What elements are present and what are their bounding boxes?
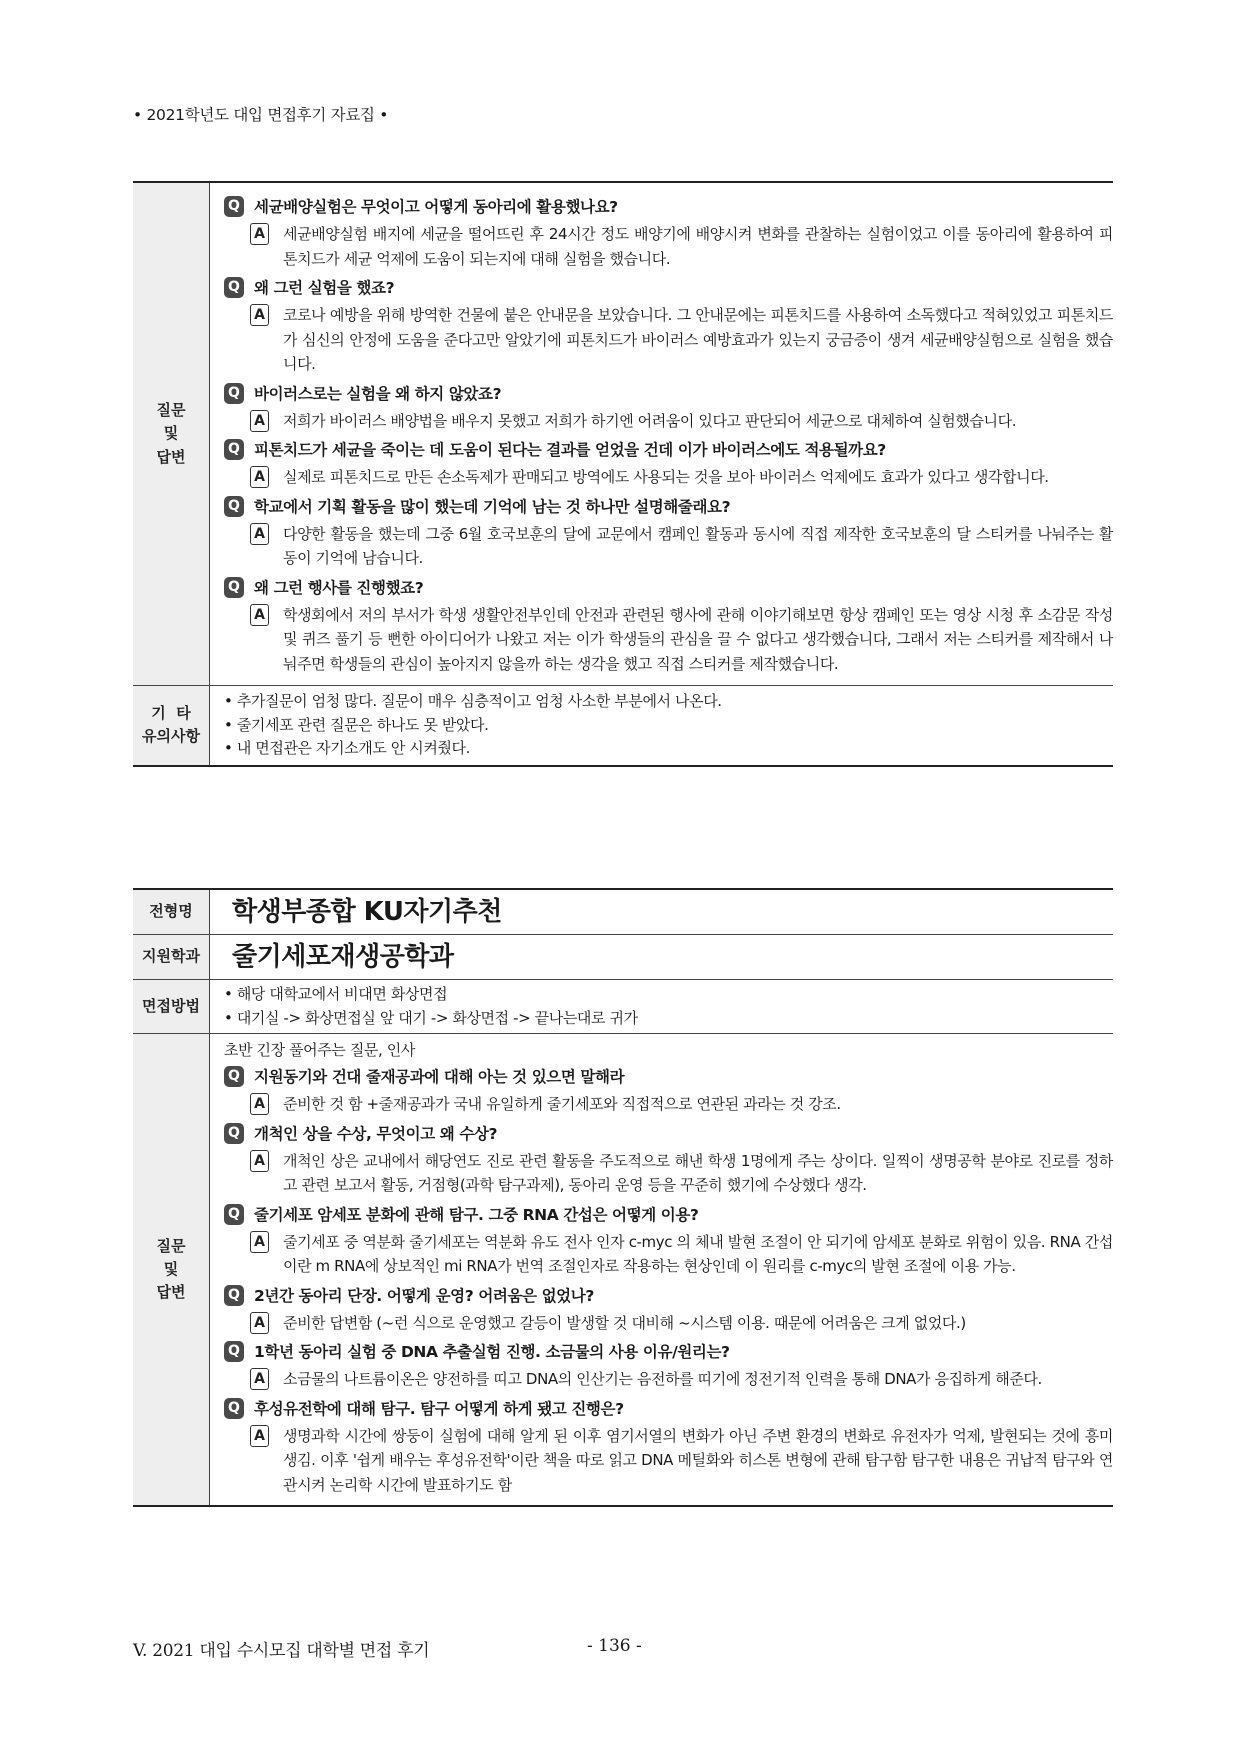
question-item (224, 1123, 1113, 1145)
answer-text: 코로나 예방을 위해 방역한 건물에 붙은 안내문을 보았습니다. 그 안내문에는 피톤치드를 사용하여 소독했다고 적혀있었고 피톤치드가 심신의 안정에 도움을 준다고만 알았기에 피톤치드가 바이러스 예방효과가 있는지 궁금증이 생겨 세균배양실험으로 실험을 했습니다. (283, 306, 1113, 373)
label-line: 및 (163, 1259, 179, 1278)
dept-label: 지원학과 (133, 935, 210, 980)
answer-text: 생명과학 시간에 쌍둥이 실험에 대해 알게 된 이후 염기서열의 변화가 아닌 주변 환경의 변화로 유전자가 억제, 발현되는 것에 흥미 생김. 이후 '쉽게 배우는 후성유전학'이란 책을 따로 읽고 DNA 메틸화와 히스톤 변형에 관해 탐구함 탐구한 내용은 귀납적 탐구와 연관시켜 논리학 시간에 발표하기도 함 (283, 1426, 1113, 1494)
answer-item (250, 409, 1113, 434)
answer-text: 실제로 피톤치드로 만든 손소독제가 판매되고 방역에도 사용되는 것을 보아 바이러스 억제에도 효과가 있다고 생각합니다. (283, 468, 1049, 486)
note-item: • 줄기세포 관련 질문은 하나도 못 받았다. (224, 715, 489, 734)
q-badge: Q (224, 1341, 244, 1362)
question-item (224, 1204, 1113, 1226)
question-text: 후성유전학에 대해 탐구. 탐구 어떻게 하게 됐고 진행은? (254, 1399, 624, 1418)
interview-block-2 (133, 888, 1113, 1507)
answer-item (250, 522, 1113, 571)
label-line: 기 타 (151, 704, 191, 722)
answer-item (250, 1367, 1113, 1392)
intro-text: 초반 긴장 풀어주는 질문, 인사 (224, 1041, 415, 1059)
answer-item (250, 465, 1113, 490)
label-line: 질문 (156, 1236, 186, 1255)
q-badge: Q (224, 277, 244, 298)
question-text: 2년간 동아리 단장. 어떻게 운영? 어려움은 없었나? (254, 1286, 594, 1305)
question-text: 개척인 상을 수상, 무엇이고 왜 수상? (254, 1124, 498, 1143)
note-item: • 추가질문이 엄청 많다. 질문이 매우 심층적이고 엄청 사소한 부분에서 나온다. (224, 692, 722, 710)
answer-item (250, 603, 1113, 677)
answer-item (250, 1149, 1113, 1198)
answer-item (250, 1424, 1113, 1498)
page-number: - 136 - (587, 1636, 642, 1656)
method-list (210, 980, 1114, 1034)
q-badge: Q (224, 1285, 244, 1306)
a-badge: A (250, 1312, 269, 1334)
answer-text: 저희가 바이러스 배양법을 배우지 못했고 저희가 하기엔 어려움이 있다고 판단되어 세균으로 대체하여 실험했습니다. (283, 411, 1017, 430)
answer-text: 준비한 것 함 +줄재공과가 국내 유일하게 줄기세포와 직접적으로 연관된 과라는 것 강조. (283, 1095, 841, 1113)
answer-text: 세균배양실험 배지에 세균을 떨어뜨린 후 24시간 정도 배양기에 배양시켜 변화를 관찰하는 실험이었고 이를 동아리에 활용하여 피톤치드가 세균 억제에 도움이 되는지에 대해 실험을 했습니다. (283, 225, 1113, 268)
answer-text: 소금물의 나트륨이온은 양전하를 띠고 DNA의 인산기는 음전하를 띠기에 정전기적 인력을 통해 DNA가 응집하게 해준다. (283, 1370, 1042, 1388)
question-text: 학교에서 기획 활동을 많이 했는데 기억에 남는 것 하나만 설명해줄래요? (254, 497, 731, 516)
q-badge: Q (224, 1066, 244, 1087)
answer-text: 학생회에서 저의 부서가 학생 생활안전부인데 안전과 관련된 행사에 관해 이야기해보면 항상 캠페인 또는 영상 시청 후 소감문 작성 및 퀴즈 풀기 등 뻔한 아이디어가 나왔고 저는 이가 학생들의 관심을 끌 수 없다고 생각했습니다, 그래서 저는 스티커를 제작해서 나눠주면 학생들의 관심이 높아지지 않을까 하는 생각을 했고 직접 스티커를 제작했습니다. (283, 605, 1113, 673)
a-badge: A (250, 223, 269, 245)
question-text: 1학년 동아리 실험 중 DNA 추출실험 진행. 소금물의 사용 이유/원리는? (254, 1343, 730, 1361)
qa-list-1 (210, 182, 1114, 686)
label-line: 유의사항 (142, 727, 200, 746)
type-label: 전형명 (133, 889, 210, 935)
label-line: 및 (163, 424, 179, 443)
a-badge: A (250, 1231, 269, 1253)
label-line: 질문 (156, 401, 186, 420)
label-line: 답변 (156, 1283, 186, 1302)
interview-block-1 (133, 181, 1113, 767)
question-item (224, 439, 1113, 461)
question-item (224, 1341, 1113, 1363)
q-badge: Q (224, 196, 244, 217)
question-text: 왜 그런 실험을 했죠? (254, 279, 395, 297)
method-item: • 해당 대학교에서 비대면 화상면접 (224, 985, 448, 1003)
q-badge: Q (224, 1123, 244, 1144)
question-text: 바이러스로는 실험을 왜 하지 않았죠? (254, 384, 502, 403)
a-badge: A (250, 604, 269, 626)
a-badge: A (250, 304, 269, 326)
method-item: • 대기실 -> 화상면접실 앞 대기 -> 화상면접 -> 끝나는대로 귀가 (224, 1008, 638, 1027)
label-line: 답변 (156, 447, 186, 466)
answer-text: 다양한 활동을 했는데 그중 6월 호국보훈의 달에 교문에서 캠페인 활동과 동시에 직접 제작한 호국보훈의 달 스티커를 나눠주는 활동이 기억에 남습니다. (283, 524, 1113, 567)
q-badge: Q (224, 439, 244, 460)
q-badge: Q (224, 577, 244, 598)
a-badge: A (250, 1425, 269, 1447)
question-item (224, 496, 1113, 518)
method-label: 면접방법 (133, 980, 210, 1034)
q-badge: Q (224, 496, 244, 517)
note-item: • 내 면접관은 자기소개도 안 시켜줬다. (224, 739, 471, 757)
a-badge: A (250, 1093, 269, 1115)
answer-item (250, 1311, 1113, 1336)
etc-notes (210, 686, 1114, 766)
answer-item (250, 222, 1113, 271)
qa-label-1 (133, 182, 210, 686)
question-text: 세균배양실험은 무엇이고 어떻게 동아리에 활용했나요? (254, 198, 618, 216)
question-text: 피톤치드가 세균을 죽이는 데 도움이 된다는 결과를 얻었을 건데 이가 바이러스에도 적용될까요? (254, 441, 886, 459)
running-header: • 2021학년도 대입 면접후기 자료집 • (133, 106, 389, 124)
qa-list-2 (210, 1034, 1114, 1507)
question-item (224, 196, 1113, 218)
a-badge: A (250, 466, 269, 488)
answer-item (250, 1092, 1113, 1117)
question-item (224, 383, 1113, 405)
a-badge: A (250, 1368, 269, 1390)
q-badge: Q (224, 383, 244, 404)
question-item (224, 577, 1113, 599)
a-badge: A (250, 410, 269, 432)
question-text: 줄기세포 암세포 분화에 관해 탐구. 그중 RNA 간섭은 어떻게 이용? (254, 1205, 699, 1224)
answer-item (250, 1230, 1113, 1279)
answer-item (250, 303, 1113, 377)
question-item (224, 1066, 1113, 1088)
a-badge: A (250, 523, 269, 545)
type-value: 학생부종합 KU자기추천 (232, 897, 502, 927)
question-text: 지원동기와 건대 줄재공과에 대해 아는 것 있으면 말해라 (254, 1068, 625, 1086)
answer-text: 준비한 답변함 (~런 식으로 운영했고 갈등이 발생할 것 대비해 ~시스템 이용. 때문에 어려움은 크게 없었다.) (283, 1313, 966, 1332)
footer-section-title: V. 2021 대입 수시모집 대학별 면접 후기 (133, 1641, 430, 1661)
dept-value: 줄기세포재생공학과 (232, 942, 454, 972)
answer-text: 줄기세포 중 역분화 줄기세포는 역분화 유도 전사 인자 c-myc 의 체내 발현 조절이 안 되기에 암세포 분화로 위험이 있음. RNA 간섭이란 m RNA에 상보적인 mi RNA가 번역 조절인자로 작용하는 현상인데 이 원리를 c-myc의 발현 조절에 이용 가능. (283, 1232, 1113, 1275)
a-badge: A (250, 1150, 269, 1172)
etc-label (133, 686, 210, 766)
question-item (224, 277, 1113, 299)
q-badge: Q (224, 1204, 244, 1225)
question-item (224, 1398, 1113, 1420)
question-text: 왜 그런 행사를 진행했죠? (254, 578, 424, 597)
q-badge: Q (224, 1398, 244, 1419)
answer-text: 개척인 상은 교내에서 해당연도 진로 관련 활동을 주도적으로 해낸 학생 1명에게 주는 상이다. 일찍이 생명공학 분야로 진로를 정하고 관련 보고서 활동, 거점형(과학 탐구과제), 동아리 운영 등을 꾸준히 했기에 수상했다 생각. (283, 1151, 1113, 1194)
question-item (224, 1285, 1113, 1307)
qa-label-2 (133, 1034, 210, 1507)
